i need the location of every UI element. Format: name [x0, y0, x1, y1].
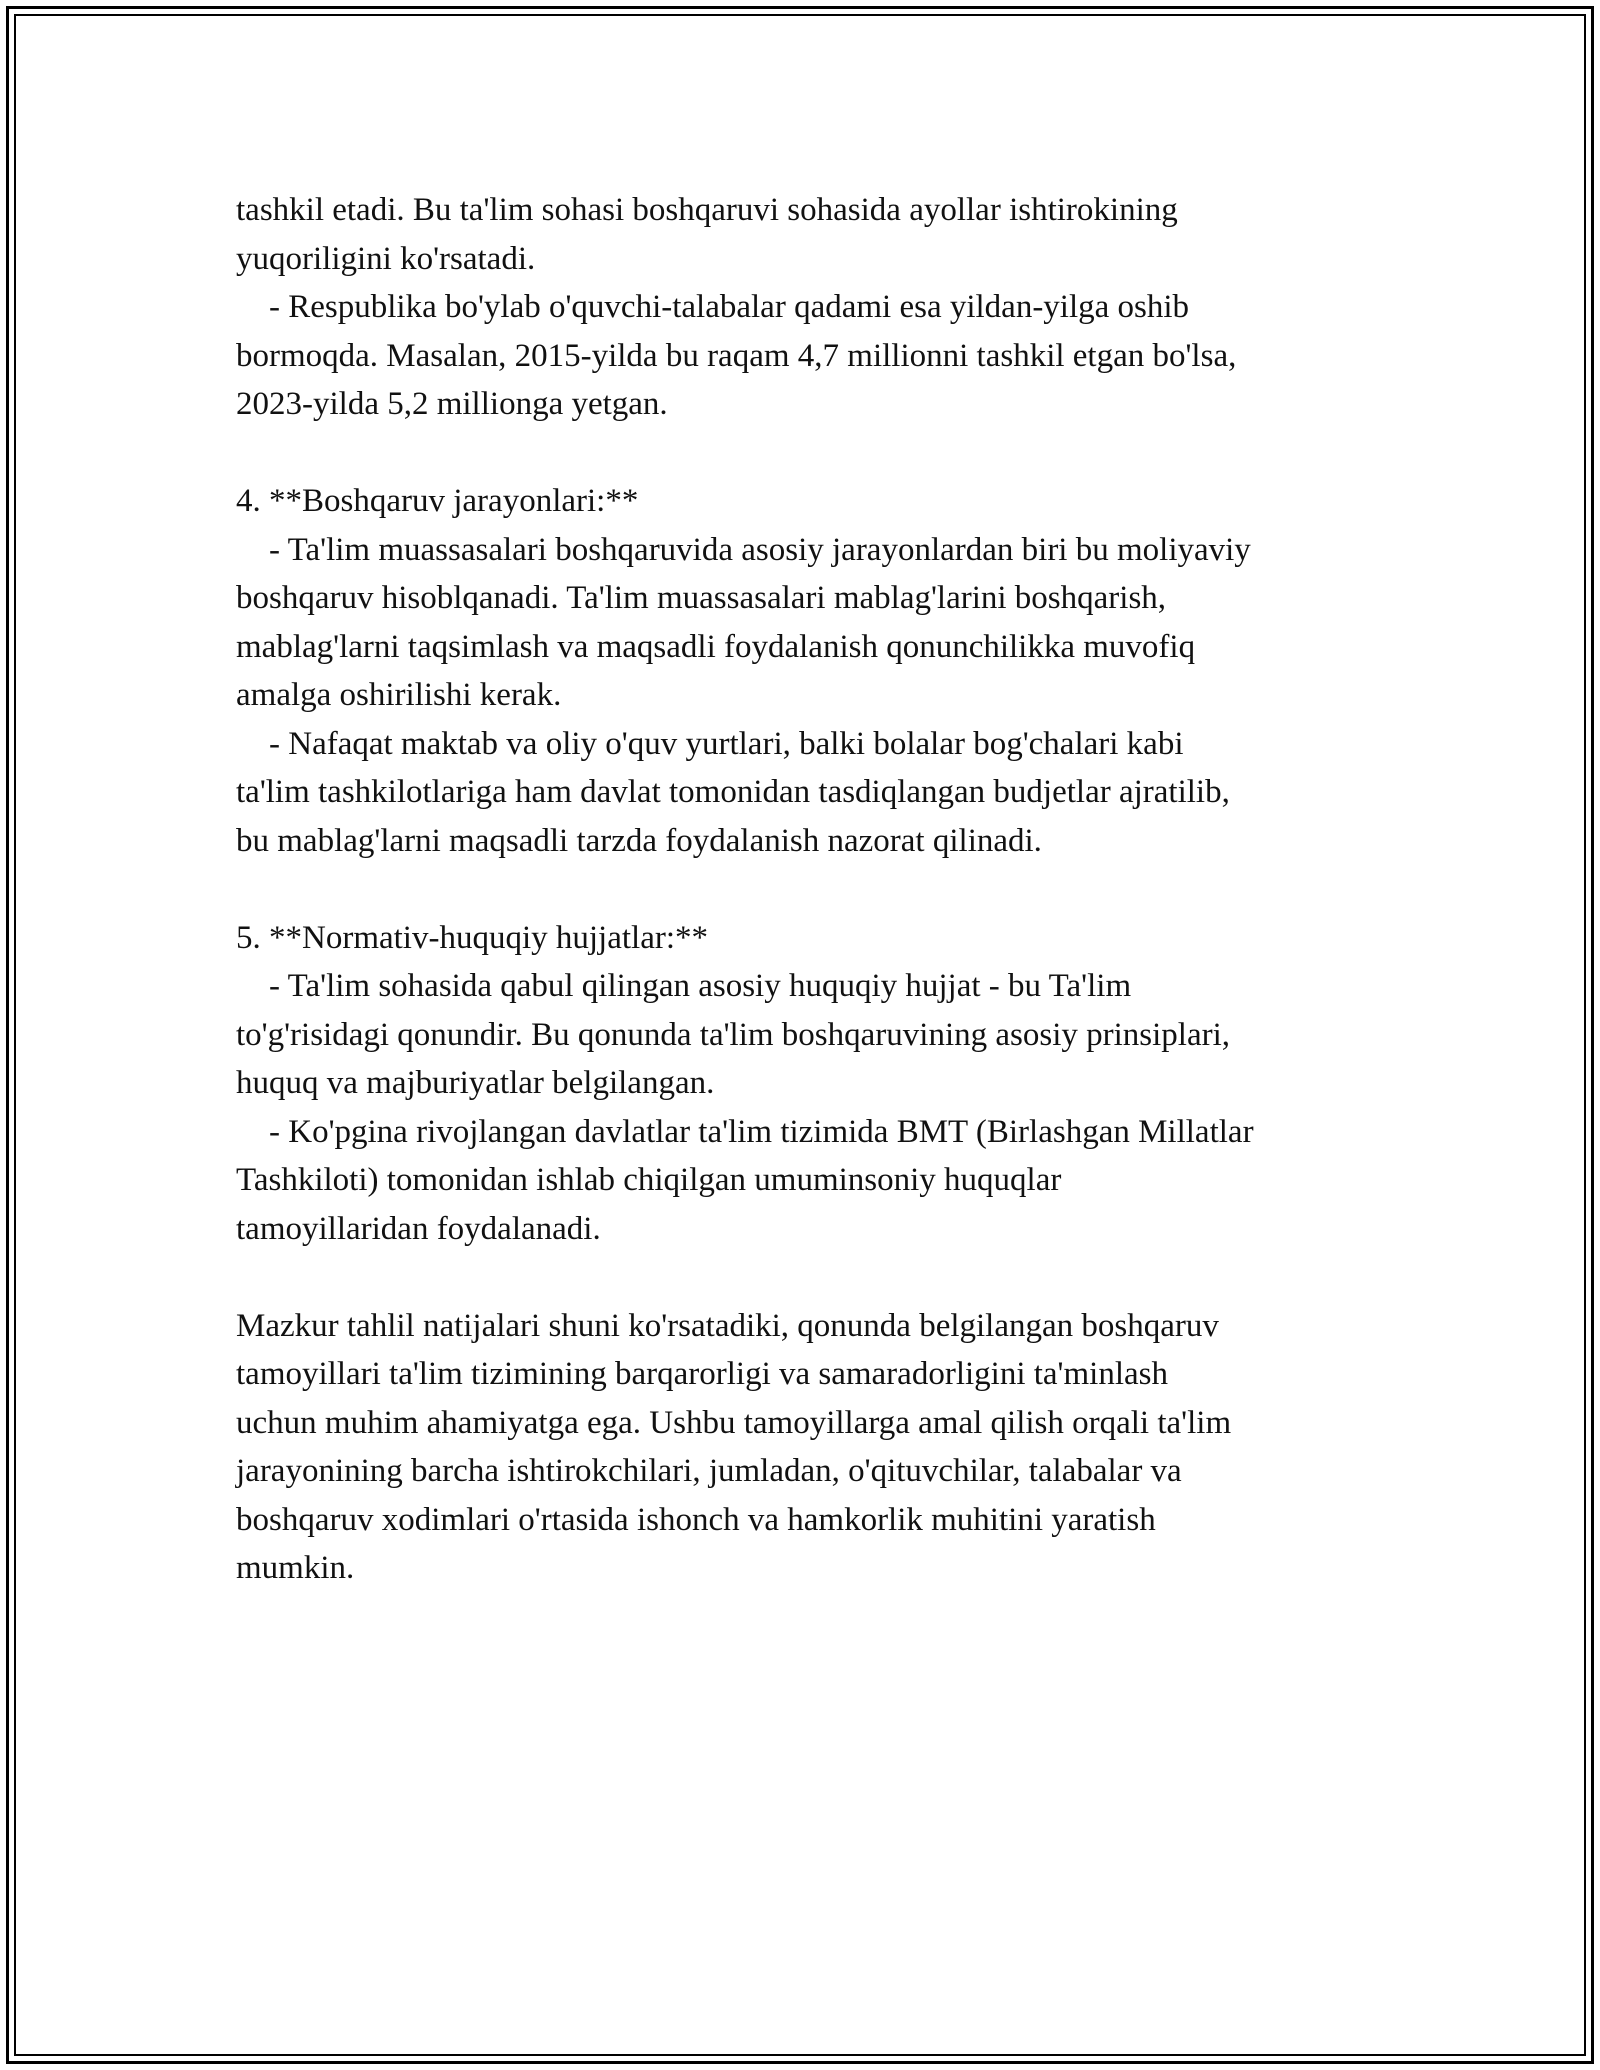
text-line: yuqoriligini ko'rsatadi.: [236, 240, 536, 277]
text-line: tamoyillaridan foydalanadi.: [236, 1210, 601, 1247]
document-body: [236, 186, 1396, 1593]
conclusion-line: Mazkur tahlil natijalari shuni ko'rsatadiki, qonunda belgilangan boshqaruv: [236, 1307, 1219, 1344]
blank-line: [236, 1253, 1396, 1302]
conclusion-line: boshqaruv xodimlari o'rtasida ishonch va hamkorlik muhitini yaratish: [236, 1501, 1156, 1538]
text-line: ta'lim tashkilotlariga ham davlat tomonidan tasdiqlangan budjetlar ajratilib,: [236, 774, 1230, 810]
text-line: bu mablag'larni maqsadli tarzda foydalanish nazorat qilinadi.: [236, 822, 1042, 859]
text-line: huquq va majburiyatlar belgilangan.: [236, 1065, 715, 1101]
text-line: bormoqda. Masalan, 2015-yilda bu raqam 4,7 millionni tashkil etgan bo'lsa,: [236, 337, 1237, 374]
text-line: Tashkiloti) tomonidan ishlab chiqilgan umuminsoniy huquqlar: [236, 1162, 1062, 1198]
text-line: - Ko'pgina rivojlangan davlatlar ta'lim tizimida BMT (Birlashgan Millatlar: [236, 1113, 1254, 1150]
text-line: to'g'risidagi qonundir. Bu qonunda ta'lim boshqaruvining asosiy prinsiplari,: [236, 1016, 1231, 1053]
conclusion-line: uchun muhim ahamiyatga ega. Ushbu tamoyillarga amal qilish orqali ta'lim: [236, 1404, 1232, 1441]
text-line: mablag'larni taqsimlash va maqsadli foydalanish qonunchilikka muvofiq: [236, 628, 1196, 665]
text-line: - Respublika bo'ylab o'quvchi-talabalar qadami esa yildan-yilga oshib: [236, 289, 1190, 325]
conclusion-line: mumkin.: [236, 1550, 355, 1586]
section-heading-4: 4. **Boshqaruv jarayonlari:**: [236, 483, 639, 519]
conclusion-line: tamoyillari ta'lim tizimining barqarorligi va samaradorligini ta'minlash: [236, 1356, 1168, 1392]
text-line: - Ta'lim sohasida qabul qilingan asosiy huquqiy hujjat - bu Ta'lim: [236, 968, 1132, 1004]
conclusion-line: jarayonining barcha ishtirokchilari, jumladan, o'qituvchilar, talabalar va: [236, 1453, 1182, 1489]
text-line: amalga oshirilishi kerak.: [236, 677, 562, 713]
text-line: - Nafaqat maktab va oliy o'quv yurtlari, balki bolalar bog'chalari kabi: [236, 725, 1184, 762]
section-heading-5: 5. **Normativ-huquqiy hujjatlar:**: [236, 919, 709, 956]
text-line: tashkil etadi. Bu ta'lim sohasi boshqaruvi sohasida ayollar ishtirokining: [236, 192, 1178, 228]
blank-line: [236, 429, 1396, 478]
blank-line: [236, 865, 1396, 914]
text-line: - Ta'lim muassasalari boshqaruvida asosiy jarayonlardan biri bu moliyaviy: [236, 531, 1251, 568]
text-line: boshqaruv hisoblqanadi. Ta'lim muassasalari mablag'larini boshqarish,: [236, 580, 1167, 616]
text-line: 2023-yilda 5,2 millionga yetgan.: [236, 386, 668, 422]
